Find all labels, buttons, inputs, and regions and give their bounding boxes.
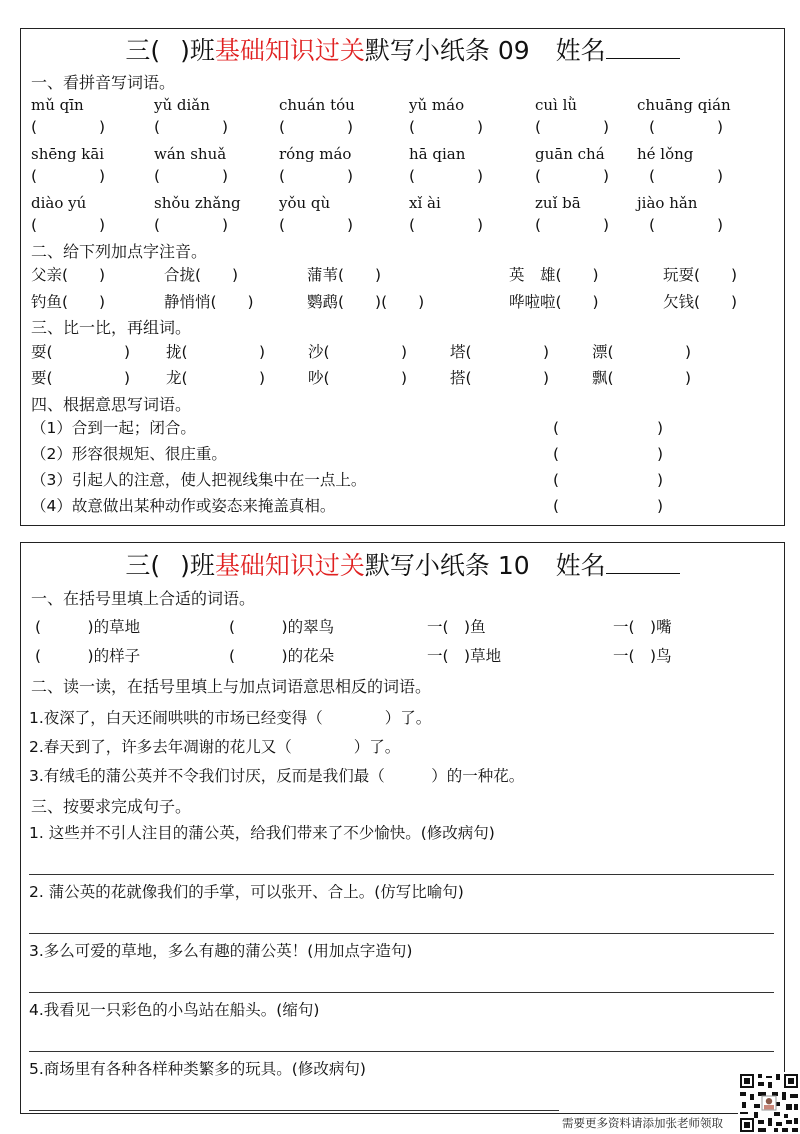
pinyin-prompt: guān chá (535, 145, 605, 163)
answer-close-paren: ) (717, 167, 724, 185)
zhuyin-item: 哗啦啦( ) (509, 293, 599, 311)
answer-close-paren: ) (401, 343, 408, 361)
answer-close-paren: ) (99, 216, 106, 234)
fill-item: 一( )草地 (427, 647, 502, 665)
antonym-sentence: 2.春天到了，许多去年凋谢的花儿又（ ）了。 (29, 738, 401, 756)
answer-open-paren: ( (409, 118, 416, 136)
name-label: 姓名 (555, 551, 606, 580)
pinyin-prompt: chuán tóu (279, 96, 355, 114)
fill-item: ( )的花朵 (229, 647, 335, 665)
compare-item: 吵( (308, 369, 330, 387)
pinyin-prompt: hé lǒng (637, 145, 694, 163)
pinyin-prompt: shēng kāi (31, 145, 105, 163)
answer-close-paren: ) (717, 216, 724, 234)
title-highlight: 基础知识过关 (214, 551, 365, 580)
class-suffix: )班 (180, 36, 215, 65)
answer-close-paren: ) (222, 118, 229, 136)
meaning-item: （1）合到一起；闭合。 (31, 419, 196, 437)
section-heading: 二、读一读，在括号里填上与加点词语意思相反的词语。 (31, 677, 432, 696)
answer-close-paren: ) (222, 167, 229, 185)
answer-close-paren: ) (259, 343, 266, 361)
answer-open-paren: ( (154, 216, 161, 234)
pinyin-prompt: diào yú (31, 194, 87, 212)
meaning-item: （4）故意做出某种动作或姿态来掩盖真相。 (31, 497, 336, 515)
footer-note: 需要更多资料请添加张老师领取 (562, 1116, 723, 1130)
answer-open-paren: ( (649, 216, 656, 234)
name-blank (606, 36, 680, 59)
sentence-task: 4.我看见一只彩色的小鸟站在船头。(缩句) (29, 1001, 320, 1019)
answer-open-paren: ( (279, 118, 286, 136)
sentence-task: 1. 这些并不引人注目的蒲公英，给我们带来了不少愉快。(修改病句) (29, 824, 495, 842)
answer-open-paren: ( (154, 167, 161, 185)
answer-close-paren: ) (657, 497, 664, 515)
zhuyin-item: 欠钱( ) (663, 293, 738, 311)
answer-open-paren: ( (409, 167, 416, 185)
answer-close-paren: ) (124, 343, 131, 361)
pinyin-prompt: yǔ diǎn (154, 96, 210, 114)
pinyin-prompt: hā qian (409, 145, 466, 163)
pinyin-prompt: xǐ ài (409, 194, 441, 212)
compare-item: 塔( (450, 343, 472, 361)
answer-close-paren: ) (657, 471, 664, 489)
worksheet-title (21, 36, 784, 66)
answer-open-paren: ( (31, 167, 38, 185)
fill-item: 一( )嘴 (613, 618, 672, 636)
compare-item: 拢( (166, 343, 188, 361)
answer-close-paren: ) (477, 167, 484, 185)
worksheet-10 (20, 542, 785, 1114)
answer-line (29, 1110, 559, 1111)
compare-item: 沙( (308, 343, 330, 361)
title-rest: 默写小纸条 10 (364, 551, 530, 580)
pinyin-prompt: chuāng qián (637, 96, 731, 114)
section-heading: 二、给下列加点字注音。 (31, 242, 208, 261)
answer-close-paren: ) (259, 369, 266, 387)
compare-item: 飘( (592, 369, 614, 387)
answer-open-paren: ( (31, 118, 38, 136)
answer-open-paren: ( (535, 167, 542, 185)
fill-item: ( )的草地 (35, 618, 141, 636)
zhuyin-item: 钓鱼( ) (31, 293, 106, 311)
answer-close-paren: ) (543, 343, 550, 361)
answer-close-paren: ) (603, 118, 610, 136)
fill-item: ( )的样子 (35, 647, 141, 665)
sentence-task: 5.商场里有各种各样种类繁多的玩具。(修改病句) (29, 1060, 366, 1078)
pinyin-prompt: shǒu zhǎng (154, 194, 241, 212)
compare-item: 搭( (450, 369, 472, 387)
answer-close-paren: ) (99, 167, 106, 185)
section-heading: 一、在括号里填上合适的词语。 (31, 589, 256, 608)
answer-close-paren: ) (657, 419, 664, 437)
worksheet-title (21, 551, 784, 581)
answer-open-paren: ( (553, 445, 560, 463)
class-prefix: 三( (125, 551, 161, 580)
zhuyin-item: 英 雄( ) (509, 266, 599, 284)
answer-open-paren: ( (553, 497, 560, 515)
answer-close-paren: ) (222, 216, 229, 234)
answer-close-paren: ) (685, 369, 692, 387)
answer-open-paren: ( (409, 216, 416, 234)
sentence-task: 2. 蒲公英的花就像我们的手掌，可以张开、合上。(仿写比喻句) (29, 883, 464, 901)
pinyin-prompt: jiào hǎn (637, 194, 698, 212)
fill-item: ( )的翠鸟 (229, 618, 335, 636)
answer-close-paren: ) (401, 369, 408, 387)
answer-close-paren: ) (347, 118, 354, 136)
compare-item: 龙( (166, 369, 188, 387)
answer-close-paren: ) (603, 216, 610, 234)
answer-open-paren: ( (535, 118, 542, 136)
compare-item: 要( (31, 369, 53, 387)
pinyin-prompt: róng máo (279, 145, 352, 163)
name-label: 姓名 (555, 36, 606, 65)
class-prefix: 三( (125, 36, 161, 65)
meaning-item: （3）引起人的注意，使人把视线集中在一点上。 (31, 471, 367, 489)
answer-close-paren: ) (685, 343, 692, 361)
answer-close-paren: ) (124, 369, 131, 387)
answer-open-paren: ( (154, 118, 161, 136)
answer-line (29, 933, 774, 934)
section-heading: 三、比一比，再组词。 (31, 318, 192, 337)
answer-line (29, 1051, 774, 1052)
sentence-task: 3.多么可爱的草地，多么有趣的蒲公英！(用加点字造句) (29, 942, 413, 960)
pinyin-prompt: mǔ qīn (31, 96, 84, 114)
title-highlight: 基础知识过关 (214, 36, 365, 65)
fill-item: 一( )鸟 (613, 647, 672, 665)
pinyin-prompt: yǔ máo (409, 96, 465, 114)
answer-close-paren: ) (477, 118, 484, 136)
section-heading: 一、看拼音写词语。 (31, 73, 176, 92)
answer-open-paren: ( (279, 167, 286, 185)
pinyin-prompt: zuǐ bā (535, 194, 581, 212)
fill-item: 一( )鱼 (427, 618, 486, 636)
zhuyin-item: 鹦鹉( )( ) (307, 293, 425, 311)
answer-close-paren: ) (477, 216, 484, 234)
answer-close-paren: ) (717, 118, 724, 136)
answer-open-paren: ( (279, 216, 286, 234)
zhuyin-item: 蒲苇( ) (307, 266, 382, 284)
answer-line (29, 992, 774, 993)
answer-open-paren: ( (553, 471, 560, 489)
section-heading: 四、根据意思写词语。 (31, 395, 192, 414)
pinyin-prompt: wán shuǎ (154, 145, 227, 163)
answer-open-paren: ( (553, 419, 560, 437)
answer-open-paren: ( (649, 118, 656, 136)
answer-close-paren: ) (657, 445, 664, 463)
pinyin-prompt: cuì lǜ (535, 96, 578, 114)
answer-close-paren: ) (99, 118, 106, 136)
answer-close-paren: ) (543, 369, 550, 387)
zhuyin-item: 父亲( ) (31, 266, 106, 284)
compare-item: 耍( (31, 343, 53, 361)
answer-close-paren: ) (347, 167, 354, 185)
class-suffix: )班 (180, 551, 215, 580)
answer-close-paren: ) (347, 216, 354, 234)
answer-line (29, 874, 774, 875)
antonym-sentence: 3.有绒毛的蒲公英并不令我们讨厌，反而是我们最（ ）的一种花。 (29, 767, 525, 785)
meaning-item: （2）形容很规矩、很庄重。 (31, 445, 227, 463)
worksheet-09 (20, 28, 785, 526)
qr-code-icon (738, 1072, 800, 1134)
title-rest: 默写小纸条 09 (364, 36, 530, 65)
section-heading: 三、按要求完成句子。 (31, 797, 192, 816)
zhuyin-item: 合拢( ) (164, 266, 239, 284)
name-blank (606, 551, 680, 574)
compare-item: 漂( (592, 343, 614, 361)
answer-open-paren: ( (31, 216, 38, 234)
zhuyin-item: 静悄悄( ) (164, 293, 254, 311)
answer-open-paren: ( (649, 167, 656, 185)
zhuyin-item: 玩耍( ) (663, 266, 738, 284)
pinyin-prompt: yǒu qù (279, 194, 331, 212)
answer-open-paren: ( (535, 216, 542, 234)
answer-close-paren: ) (603, 167, 610, 185)
antonym-sentence: 1.夜深了，白天还闹哄哄的市场已经变得（ ）了。 (29, 709, 432, 727)
